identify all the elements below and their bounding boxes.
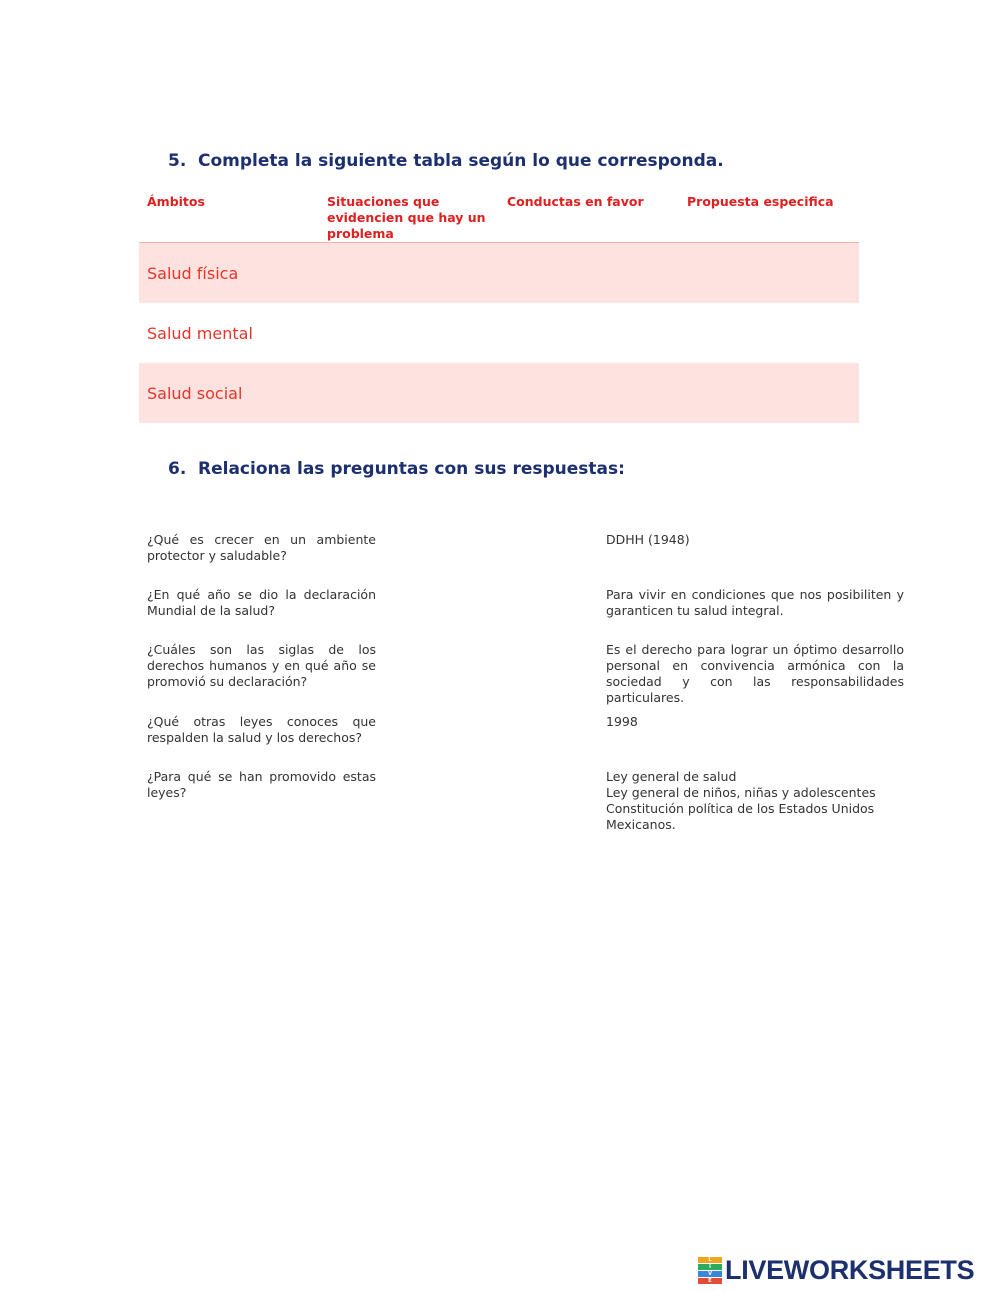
header-propuesta: Propuesta especifica — [687, 194, 834, 209]
answer-4: 1998 — [606, 714, 638, 729]
logo-text: LIVEWORKSHEETS — [725, 1254, 975, 1285]
answer-2: Para vivir en condiciones que nos posibiliten y garanticen tu salud integral. — [606, 587, 904, 618]
liveworksheets-logo — [698, 1256, 974, 1284]
health-table — [139, 192, 859, 423]
row-label: Salud social — [147, 383, 243, 403]
question-5: ¿Para qué se han promovido estas leyes? — [147, 769, 376, 800]
logo-letter: E — [698, 1278, 722, 1284]
section-6-title: Relaciona las preguntas con sus respuestas: — [198, 459, 625, 479]
answer-3: Es el derecho para lograr un óptimo desarrollo personal en convivencia armónica con la sociedad y con las responsabilidades particulares. — [606, 642, 904, 705]
question-3: ¿Cuáles son las siglas de los derechos humanos y en qué año se promovió su declaración? — [147, 642, 376, 689]
row-label: Salud física — [147, 263, 239, 283]
table-row-salud-fisica — [139, 243, 859, 303]
section-6-heading — [168, 459, 625, 479]
logo-letter: I — [698, 1264, 722, 1270]
header-situaciones: Situaciones que evidencien que hay un problema — [327, 194, 486, 241]
table-row-salud-social — [139, 363, 859, 423]
header-conductas: Conductas en favor — [507, 194, 644, 209]
section-5-number: 5. — [168, 151, 187, 171]
logo-letter: L — [698, 1257, 722, 1263]
table-header-row — [139, 192, 859, 243]
section-6-number: 6. — [168, 459, 187, 479]
question-1: ¿Qué es crecer en un ambiente protector y saludable? — [147, 532, 376, 563]
question-4: ¿Qué otras leyes conoces que respalden la salud y los derechos? — [147, 714, 376, 745]
answer-5: Ley general de salud Ley general de niños, niñas y adolescentes Constitución política de los Estados Unidos Mexicanos. — [606, 769, 876, 832]
row-label: Salud mental — [147, 323, 253, 343]
question-2: ¿En qué año se dio la declaración Mundial de la salud? — [147, 587, 376, 618]
table-row-salud-mental — [139, 303, 859, 363]
answer-1: DDHH (1948) — [606, 532, 690, 547]
header-ambitos: Ámbitos — [147, 194, 205, 209]
section-5-heading — [168, 151, 724, 171]
logo-letter: V — [698, 1271, 722, 1277]
logo-blocks-icon — [698, 1257, 722, 1283]
section-5-title: Completa la siguiente tabla según lo que corresponda. — [198, 151, 724, 171]
